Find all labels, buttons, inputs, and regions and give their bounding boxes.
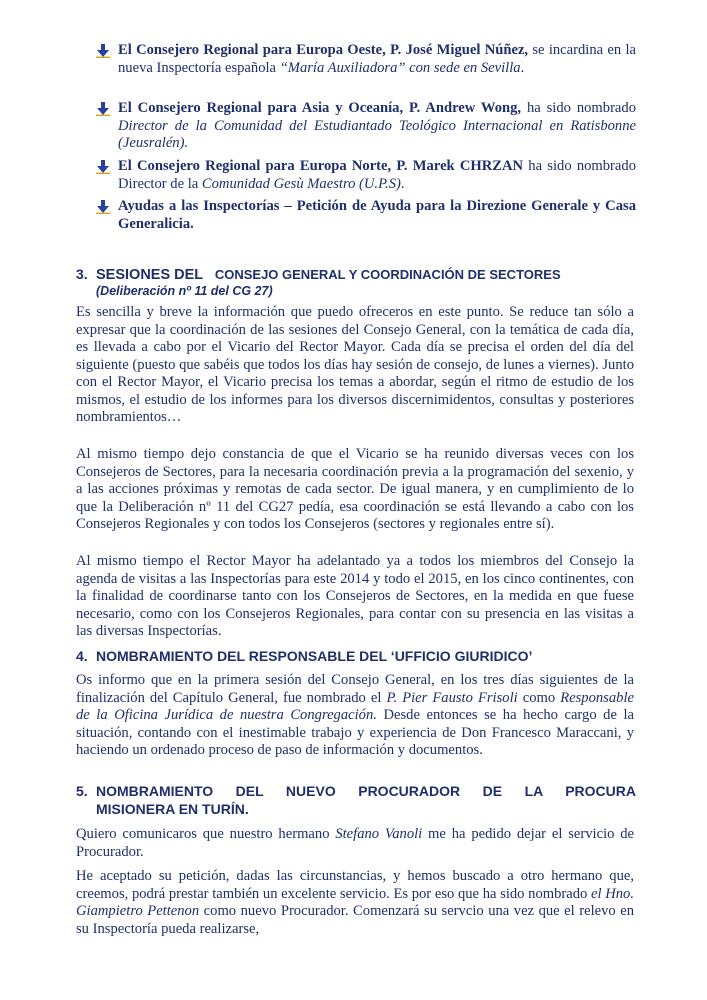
section-title-line-2: MISIONERA EN TURÍN. — [96, 801, 249, 817]
section-title — [96, 265, 636, 284]
section-heading — [76, 265, 636, 284]
paragraph-text: me ha pedido dejar el servicio de Procurador. — [76, 826, 635, 860]
bullet-item — [96, 42, 636, 77]
bullet-item — [96, 158, 636, 193]
bullet-item — [96, 100, 636, 153]
paragraph-text: Quiero comunicaros que nuestro hermano — [76, 826, 336, 842]
bullet-normal: ha sido nombrado — [521, 100, 636, 116]
bullet-italic: Director de la Comunidad del Estudiantado Teológico Internacional en Ratisbonne (Jeusralén). — [118, 117, 636, 152]
bullet-bold: El Consejero Regional para Asia y Oceanía, P. Andrew Wong, — [118, 100, 522, 116]
paragraph — [76, 446, 634, 534]
bullet-text — [118, 42, 636, 77]
section-title-rest: CONSEJO GENERAL Y COORDINACIÓN DE SECTORES — [214, 267, 561, 282]
bullet-italic: “María Auxiliadora” con sede en Sevilla — [279, 59, 521, 76]
paragraph-text: Desde entonces se ha hecho cargo de la situación, contando con el inestimable trabajo y experiencia de Don Francesco Maraccani, y haciendo un ordenado proceso de paso de información y documentos. — [76, 707, 634, 758]
arrow-down-bullet-icon — [96, 200, 110, 214]
bullet-text — [118, 100, 636, 153]
paragraph-italic: Stefano Vanoli — [335, 826, 423, 842]
paragraph — [76, 868, 634, 938]
section-heading — [76, 647, 636, 665]
section-heading — [76, 782, 636, 800]
paragraph-text: Al mismo tiempo el Rector Mayor ha adelantado ya a todos los miembros del Consejo la agenda de visitas a las Inspectorías para este 2014 y todo el 2015, en los cinco continentes, con la finalidad de coordinarse tanto con los Consejeros de Sectores, en la medida en que fuese necesario, como con los Consejeros Regionales, para contar con su presencia en las visitas a las diversas Inspectorías. — [76, 553, 634, 639]
paragraph-text: Os informo que en la primera sesión del Consejo General, en los tres días siguientes de la finalización del Capítulo General, fue nombrado el — [76, 672, 634, 706]
bullet-normal: ha sido nombrado Director de la — [118, 158, 636, 192]
arrow-down-bullet-icon — [96, 44, 110, 58]
arrow-down-bullet-icon — [96, 102, 110, 116]
paragraph — [76, 553, 634, 641]
paragraph-text: He aceptado su petición, dadas las circunstancias, y hemos buscado a otro hermano que, creemos, podrá prestar también un excelente servicio. Es por eso que ha sido nombrado — [76, 868, 634, 902]
bullet-bold: Ayudas a las Inspectorías – Petición de Ayuda para la Direzione Generale y Casa Generalicia. — [118, 198, 636, 232]
bullet-bold: El Consejero Regional para Europa Norte, P. Marek CHRZAN — [118, 158, 524, 174]
section-number: 4. — [76, 648, 88, 664]
paragraph-text: como nuevo Procurador. Comenzará su servcio una vez que el relevo en su Inspectoría pueda realizarse, — [76, 903, 635, 937]
bullet-tail: . — [400, 175, 405, 192]
section-subtitle: (Deliberación nº 11 del CG 27) — [96, 284, 273, 298]
bullet-item — [96, 198, 636, 233]
paragraph — [76, 672, 634, 760]
section-number: 5. — [76, 783, 88, 799]
section-title-lead: SESIONES DEL — [96, 267, 204, 283]
arrow-down-bullet-icon — [96, 160, 110, 174]
paragraph-italic: Responsable de la Oficina Jurídica de nuestra Congregación. — [76, 689, 634, 723]
section-number: 3. — [76, 266, 88, 282]
paragraph — [76, 304, 634, 427]
section-heading-cont — [76, 800, 636, 818]
bullet-bold: El Consejero Regional para Europa Oeste, P. José Miguel Núñez, — [118, 42, 529, 58]
paragraph-text: Al mismo tiempo dejo constancia de que el Vicario se ha reunido diversas veces con los Consejeros de Sectores, para la necesaria coordinación previa a la programación del sexenio, y a las acciones próximas y remotas de cada sector. De igual manera, y en cumplimiento de lo que la Deliberación nº 11 del CG27 pedía, esa coordinación se está llevando a cabo con los Consejeros Regionales y con todos los Consejeros (sectores y regionales entre sí). — [76, 446, 634, 532]
paragraph-text: como — [517, 689, 561, 706]
bullet-tail: . — [520, 59, 525, 76]
paragraph-text: Es sencilla y breve la información que puedo ofreceros en este punto. Se reduce tan sólo a expresar que la coordinación de las sesiones del Consejo General, con la temática de cada día, es llevada a cabo por el Vicario del Rector Mayor. Cada día se precisa el orden del día del siguiente (puesto que sabéis que todos los días hay sesión de consejo, de lunes a viernes). Junto con el Rector Mayor, el Vicario precisa los temas a abordar, según el ritmo de estudio de los mismos, el estudio de los informes para los diversos discernimidentos, consultas y posteriores nombramientos… — [76, 304, 634, 425]
section-title-line-1: NOMBRAMIENTO DEL NUEVO PROCURADOR DE LA PROCURA — [96, 783, 636, 799]
paragraph — [76, 826, 634, 861]
paragraph-italic: P. Pier Fausto Frisoli — [386, 689, 518, 706]
bullet-normal: se incardina en la nueva Inspectoría española — [118, 42, 636, 76]
bullet-italic: Comunidad Gesù Maestro (U.P.S) — [201, 175, 401, 192]
bullet-text — [118, 158, 636, 193]
bullet-text — [118, 198, 636, 233]
paragraph-italic: el Hno. Giampietro Pettenon — [76, 885, 635, 919]
section-title: NOMBRAMIENTO DEL RESPONSABLE DEL ‘UFFICIO GIURIDICO’ — [96, 648, 533, 664]
